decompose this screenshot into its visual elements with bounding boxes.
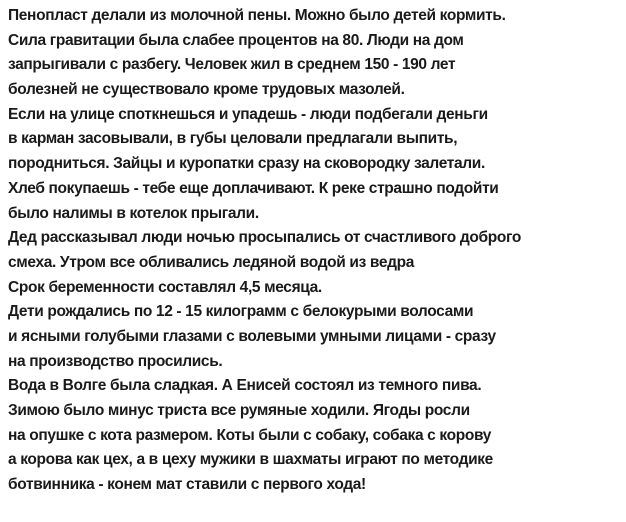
text-line: Вода в Волге была сладкая. А Енисей состоял из темного пива. (8, 377, 482, 395)
text-line: Зимою было минус триста все румяные ходили. Ягоды росли (8, 402, 470, 419)
text-line: Пенопласт делали из молочной пены. Можно было детей кормить. (8, 7, 506, 24)
text-line: породниться. Зайцы и куропатки сразу на сковородку залетали. (8, 155, 485, 173)
text-line: а корова как цех, а в цеху мужики в шахматы играют по методике (8, 451, 493, 469)
text-line: смеха. Утром все обливались ледяной водой из ведра (8, 253, 415, 271)
text-line: Сила гравитации была слабее процентов на 80. Люди на дом (8, 31, 464, 49)
text-line: Если на улице споткнешься и упадешь - люди подбегали деньги (8, 105, 488, 123)
text-line: Хлеб покупаешь - тебе еще доплачивают. К реке страшно подойти (8, 179, 499, 197)
text-line: Дети рождались по 12 - 15 килограмм с белокурыми волосами (8, 303, 474, 321)
text-line: и ясными голубыми глазами с волевыми умными лицами - сразу (8, 327, 496, 345)
text-block (8, 4, 622, 498)
text-line: в карман засовывали, в губы целовали предлагали выпить, (8, 130, 458, 148)
text-line: было налимы в котелок прыгали. (8, 204, 259, 222)
text-line: болезней не существовало кроме трудовых мазолей. (8, 81, 405, 99)
text-line: на производство просились. (8, 352, 223, 370)
text-line: запрыгивали с разбегу. Человек жил в среднем 150 - 190 лет (8, 56, 456, 74)
text-line: Срок беременности составлял 4,5 месяца. (8, 278, 322, 296)
text-line: ботвинника - конем мат ставили с первого хода! (8, 476, 366, 494)
text-line: Дед рассказывал люди ночью просыпались от счастливого доброго (8, 229, 521, 247)
text-line: на опушке с кота размером. Коты были с собаку, собака с корову (8, 426, 492, 444)
